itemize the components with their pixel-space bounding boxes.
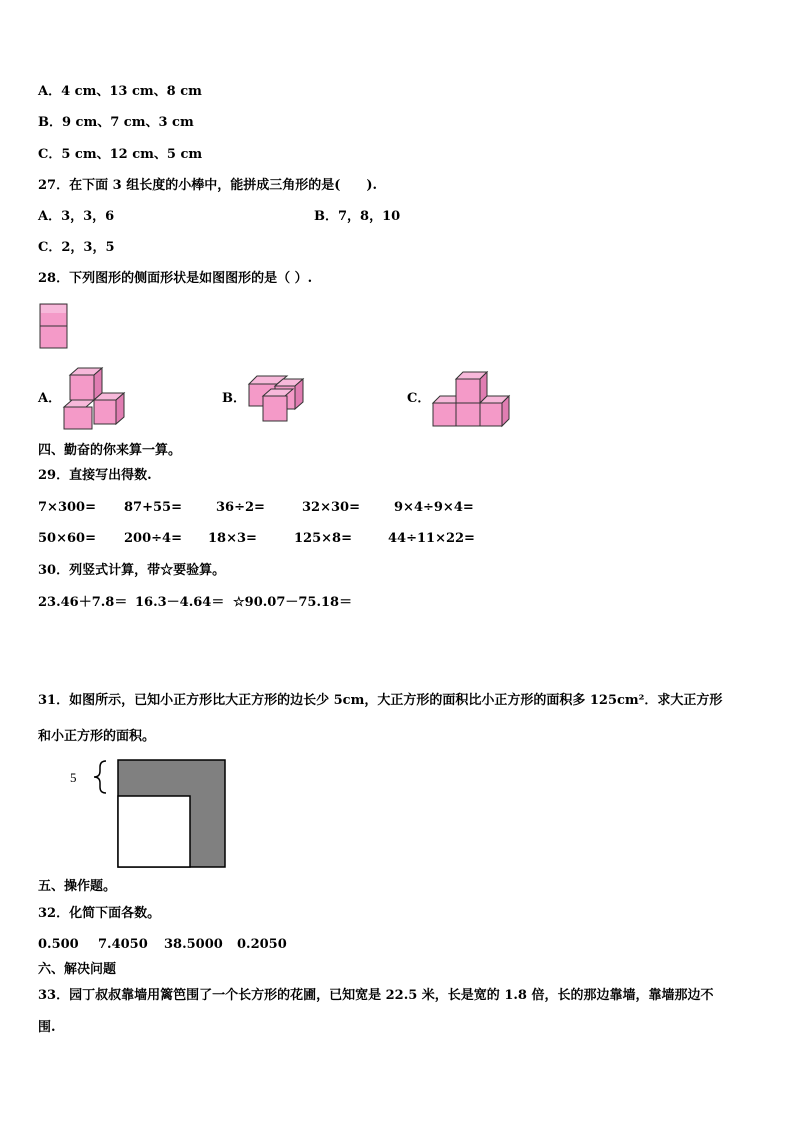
- q26-option-c: C．5 cm、12 cm、5 cm: [38, 147, 203, 162]
- q31-stem-line2: 和小正方形的面积。: [38, 729, 156, 744]
- q27-stem: 27．在下面 3 组长度的小棒中，能拼成三角形的是( ).: [38, 178, 378, 193]
- q29-r2-c2: 200÷4=: [124, 531, 182, 546]
- q32-item-4: 0.2050: [237, 937, 287, 952]
- q30-stem: 30．列竖式计算，带☆要验算。: [38, 563, 226, 578]
- q31-square-figure: [84, 757, 229, 870]
- option-c-cubes: [431, 371, 513, 429]
- q26-option-a: A．4 cm、13 cm、8 cm: [38, 84, 202, 99]
- q30-item-2: 16.3－4.64＝: [135, 595, 225, 610]
- q29-r1-c5: 9×4÷9×4=: [394, 500, 474, 515]
- q33-stem-line2: 围.: [38, 1020, 56, 1035]
- section5-title: 五、操作题。: [38, 879, 117, 894]
- q29-r1-c1: 7×300=: [38, 500, 96, 515]
- q26-option-b: B．9 cm、7 cm、3 cm: [38, 115, 194, 130]
- q27-option-c: C．2，3，5: [38, 240, 115, 255]
- q29-r1-c2: 87+55=: [124, 500, 182, 515]
- section6-title: 六、解决问题: [38, 962, 117, 977]
- q31-figure-label: 5: [70, 770, 77, 785]
- q28-label-a: A．: [38, 391, 62, 406]
- q29-stem: 29．直接写出得数.: [38, 468, 152, 483]
- q32-stem: 32．化简下面各数。: [38, 906, 161, 921]
- option-a-cubes: [62, 367, 128, 431]
- option-b-cubes: [247, 374, 305, 424]
- q29-r1-c4: 32×30=: [302, 500, 360, 515]
- q27-option-b: B．7，8，10: [314, 209, 401, 224]
- q29-r2-c4: 125×8=: [294, 531, 352, 546]
- q27-option-a: A．3，3，6: [38, 209, 115, 224]
- q31-stem-line1: 31．如图所示，已知小正方形比大正方形的边长少 5cm，大正方形的面积比小正方形的面积多 125cm²．求大正方形: [38, 693, 723, 708]
- side-view-figure: [39, 303, 69, 350]
- q29-r2-c3: 18×3=: [208, 531, 257, 546]
- q30-item-3: ☆90.07－75.18＝: [233, 595, 353, 610]
- q28-label-c: C．: [407, 391, 431, 406]
- q28-label-b: B．: [222, 391, 246, 406]
- q28-stem: 28．下列图形的侧面形状是如图图形的是（ ）.: [38, 271, 313, 286]
- q29-r2-c5: 44÷11×22=: [388, 531, 475, 546]
- q32-item-1: 0.500: [38, 937, 79, 952]
- q33-stem-line1: 33．园丁叔叔靠墙用篱笆围了一个长方形的花圃，已知宽是 22.5 米，长是宽的 1.8 倍，长的那边靠墙，靠墙那边不: [38, 988, 714, 1003]
- q29-r1-c3: 36÷2=: [216, 500, 265, 515]
- q32-item-2: 7.4050: [98, 937, 148, 952]
- section4-title: 四、勤奋的你来算一算。: [38, 443, 182, 458]
- q29-r2-c1: 50×60=: [38, 531, 96, 546]
- q30-item-1: 23.46＋7.8＝: [38, 595, 128, 610]
- q32-item-3: 38.5000: [164, 937, 223, 952]
